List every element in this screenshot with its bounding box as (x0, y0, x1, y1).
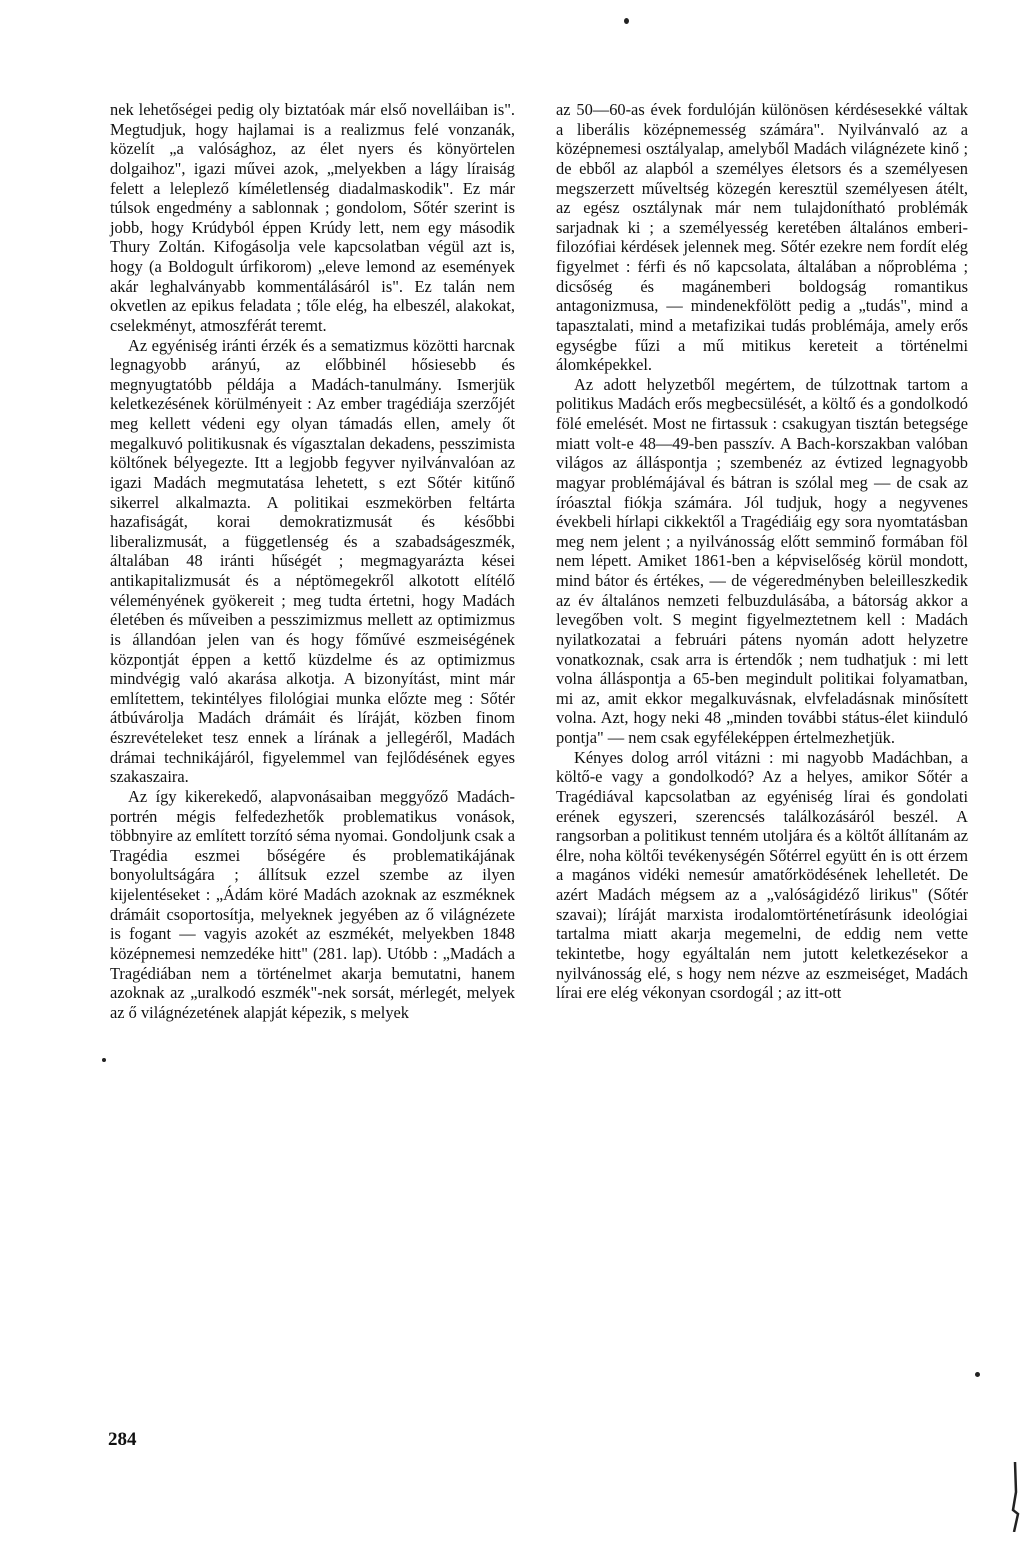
ink-speck (975, 1372, 980, 1377)
paragraph: Az így kikerekedő, alapvonásaiban meggyőző Madách-portrén mégis felfedezhetők problematikus vonások, többnyire az említett torzító séma nyomai. Gondoljunk csak a Tragédia eszmei bőségére és problematikájának bonyolultságára ; állítsuk ezzel szembe az ilyen kijelentéseket : „Ádám köré Madách azoknak az eszméknek drámáit csoportosítja, melyeknek jegyében az ő világnézete is fogant — vagyis azokét az eszmékét, melyekben 1848 középnemesi nemzedéke hitt" (281. lap). Utóbb : „Madách a Tragédiában nem a történelmet akarja bemutatni, hanem azoknak az „uralkodó eszmék"-nek sorsát, mérlegét, melyek az ő világnézetének alapját képezik, s melyek (110, 786, 515, 1022)
right-text-column (556, 100, 968, 1003)
paragraph: nek lehetőségei pedig oly biztatóak már első novelláiban is". Megtudjuk, hogy hajlamai is a realizmus felé vonzanák, közelít „a valósághoz, az élet nyers és könyörtelen dolgaihoz", igazi művei azok, „melyekben a lágy líraiság felett a leleplező kíméletlenség diadalmaskodik". Ez már túlsok engedmény a sablonnak ; gondolom, Sőtér szerint is jobb, hogy Krúdyból éppen Krúdy lett, nem egy második Thury Zoltán. Kifogásolja vele kapcsolatban végül azt is, hogy (a Boldogult úrfikorom) „eleve lemond az események akár leghalványabb kommentálásáról is". Ez talán nem okvetlen az epikus feladata ; tőle elég, ha elbeszél, alakokat, cselekményt, atmoszférát teremt. (110, 100, 515, 335)
paragraph: Az adott helyzetből megértem, de túlzottnak tartom a politikus Madách erős megbecsülését, a költő és a gondolkodó fölé emelését. Most ne firtassuk : csakugyan tisztán betegsége miatt volt-e 48—49-ben passzív. A Bach-korszakban valóban világos az álláspontja ; szembenéz az évtized legnagyobb magyar problémájával és bátran is szólal meg — de csak az íróasztal fiókja számára. Jól tudjuk, hogy a negyvenes évekbeli hírlapi cikkektől a Tragédiáig egy sora nyomtatásban meg nem jelent ; a nyilvánosság előtt semminő formában föl nem lépett. Amiket 1861-ben a képviselőség körül mondott, mind bátor és értékes, — de végeredményben beleilleszkedik az év általános nemzeti felbuzdulásába, a bátorság akkor a levegőben volt. S megint figyelmeztetnem kell : Madách nyilatkozatai a februári pátens nyomán adott helyzetre vonatkoznak, csak arra is értendők ; nem tudhatjuk : mi lett volna álláspontja a 65-ben megindult politikai folyamatban, mi az, amit ekkor megalkuvásnak, elvfeladásnak minősített volna. Azt, hogy neki 48 „minden további státus-élet kiinduló pontja" — nem csak egyféleképpen értelmezhetjük. (556, 374, 968, 747)
page-number: 284 (108, 1429, 137, 1450)
ink-speck (102, 1058, 106, 1062)
paragraph: Kényes dolog arról vitázni : mi nagyobb Madáchban, a költő-e vagy a gondolkodó? Az a helyes, amikor Sőtér a Tragédiával kapcsolatban az egyéniség lírai és gondolati erének egyszeri, szerencsés találkozásáról beszél. A rangsorban a politikust tenném utoljára és a költőt állítanám az élre, noha költői tevékenységén Sőtérrel együtt én is ott érzem a magános vidéki nemesúr amatőrködésének lehelletét. De azért Madách mégsem az a „valóságidéző lirikus" (Sőtér szavai); líráját marxista irodalomtörténetírásunk ideológiai tartalma miatt akarja megemelni, de eddig nem vette tekintetbe, hogy egyáltalán nem jutott keletkezésekor a nyilvánosság elé, s hogy nem nézve az eszmeiséget, Madách lírai ere elég vékonyan csordogál ; az itt-ott (556, 747, 968, 1003)
paragraph: Az egyéniség iránti érzék és a sematizmus közötti harcnak legnagyobb arányú, az előbbinél hősiesebb és megnyugtatóbb példája a Madách-tanulmány. Ismerjük keletkezésének körülményeit : Az ember tragédiája szerzőjét meg kellett védeni egy olyan támadás ellen, amely őt megalkuvó politikusnak és vígasztalan dekadens, pesszimista költőnek bélyegezte. Itt a legjobb fegyver nyilvánvalóan az igazi Madách megmutatása lehetett, s ezt Sőtér kitűnő sikerrel alkalmazta. A politikai eszmekörben feltárta hazafiságát, korai demokratizmusát és későbbi liberalizmusát, a függetlenség és a szabadságeszmék, általában 48 iránti hűségét ; megmagyarázta kései antikapitalizmusát és a néptömegekről alkotott elítélő véleményének gyökereit ; meg tudta értetni, hogy Madách életében és műveiben a pesszimizmus mellett az optimizmus is állandóan jelen van és hogy főművé eszmeiségének központját éppen a kettő küzdelme és az optimizmus mindvégig való akarása alkotja. A bizonyítást, mint már említettem, tekintélyes filológiai munka előzte meg : Sőtér átbúvárolja Madách drámáit és líráját, közben finom észrevételeket tesz ennek a lírának a jellegéről, Madách drámai technikájáról, figyelemmel van fejlődésének egyes szakaszaira. (110, 335, 515, 787)
paragraph: az 50—60-as évek fordulóján különösen kérdésesekké váltak a liberális középnemesség számára". Nyilvánvaló az a középnemesi osztályalap, amelyből Madách világnézete kinő ; de ebből az alapból a személyes életsors és a személyesen megszerzett műveltség közegén keresztül személyesen átélt, az egész osztálynak már nem tulajdonítható problémák sarjadnak ki ; a személyesség keretében általános emberi-filozófiai kérdések jelennek meg. Sőtér ezekre nem fordít elég figyelmet : férfi és nő kapcsolata, általában a nőprobléma ; dicsőség és magánemberi boldogság romantikus antagonizmusa, — mindenekfölött pedig a „tudás", mind a tapasztalati, mind a metafizikai tudás problémája, amely erős egységbe fűzi a mű mitikus kereteit a történelmi álomképekkel. (556, 100, 968, 375)
ink-speck (624, 18, 629, 24)
left-text-column (110, 100, 515, 1022)
edge-scan-mark (1010, 1462, 1020, 1532)
